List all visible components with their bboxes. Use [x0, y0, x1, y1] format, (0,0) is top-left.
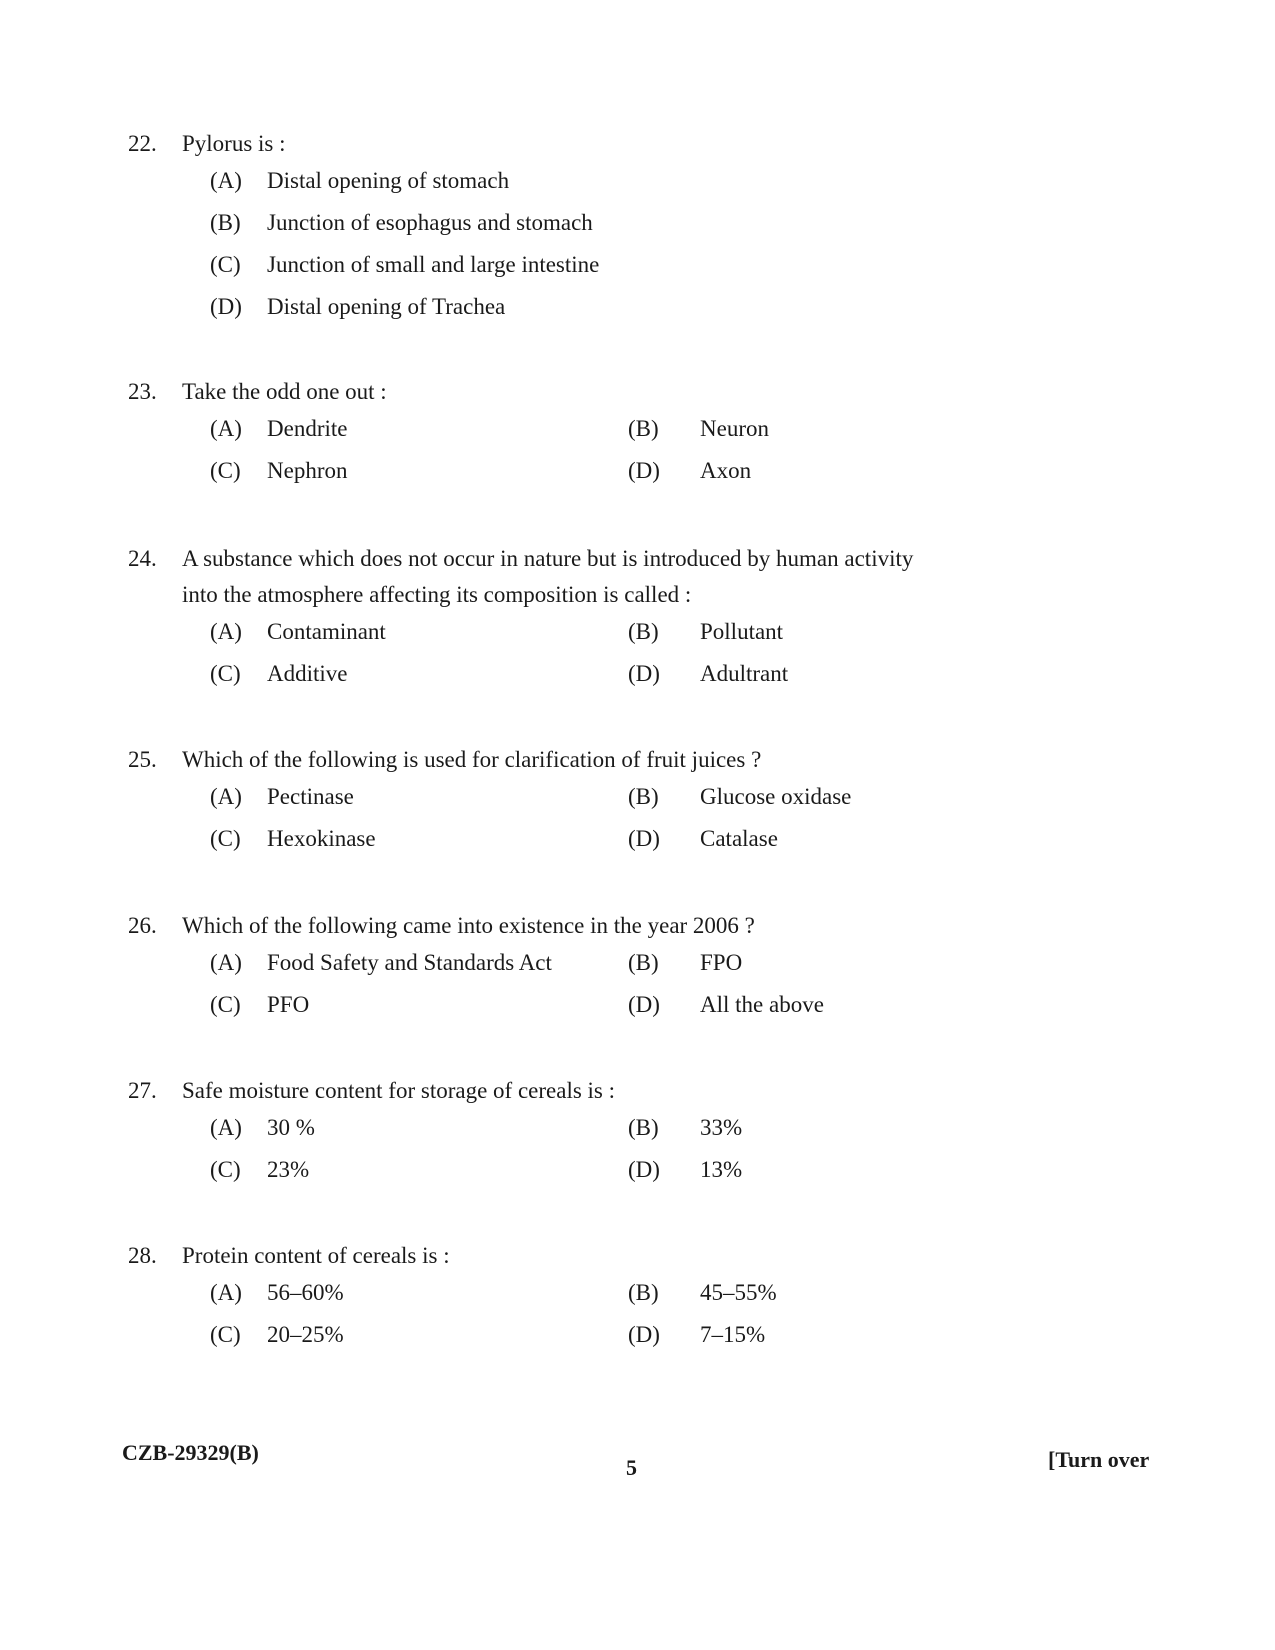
option-b: [628, 950, 742, 976]
option-text: Additive: [267, 661, 348, 686]
option-text: 45–55%: [700, 1280, 777, 1305]
option-label: (D): [210, 294, 242, 319]
option-text: Junction of small and large intestine: [267, 252, 600, 277]
option-b: [210, 210, 910, 236]
question-23: [128, 374, 1128, 500]
option-label: (D): [628, 826, 660, 851]
option-text: 20–25%: [267, 1322, 344, 1347]
option-text: Catalase: [700, 826, 778, 851]
question-26: [128, 908, 1128, 1034]
question-text: Take the odd one out :: [182, 379, 387, 404]
option-label: (C): [210, 826, 241, 851]
question-number: 22.: [128, 131, 157, 156]
question-24: [128, 541, 1128, 703]
option-c: [210, 1322, 628, 1348]
option-text: Axon: [700, 458, 752, 483]
option-label: (C): [210, 1322, 241, 1347]
option-a: [210, 1115, 628, 1141]
question-number: 27.: [128, 1078, 157, 1103]
option-label: (A): [210, 416, 242, 441]
option-c: [210, 661, 628, 687]
question-number: 26.: [128, 913, 157, 938]
option-c: [210, 458, 628, 484]
option-label: (B): [628, 1280, 659, 1305]
question-27: [128, 1073, 1128, 1199]
option-text: Adultrant: [700, 661, 789, 686]
option-label: (D): [628, 458, 660, 483]
options: [210, 950, 1128, 1034]
option-d: [628, 992, 824, 1018]
question-text: Pylorus is :: [182, 131, 286, 156]
option-label: (D): [628, 1322, 660, 1347]
option-text: Hexokinase: [267, 826, 376, 851]
option-label: (C): [210, 252, 241, 277]
option-text: Distal opening of stomach: [267, 168, 510, 193]
option-c: [210, 826, 628, 852]
option-label: (D): [628, 661, 660, 686]
paper-code: CZB-29329(B): [122, 1440, 259, 1465]
option-text: 56–60%: [267, 1280, 344, 1305]
option-text: 23%: [267, 1157, 310, 1182]
option-a: [210, 416, 628, 442]
options: [210, 1280, 1128, 1364]
options: [210, 1115, 1128, 1199]
option-text: 30 %: [267, 1115, 315, 1140]
option-a: [210, 619, 628, 645]
option-text: PFO: [267, 992, 310, 1017]
question-number: 28.: [128, 1243, 157, 1268]
option-label: (C): [210, 661, 241, 686]
option-b: [628, 784, 851, 810]
options: [210, 168, 1128, 336]
question-25: [128, 742, 1128, 868]
option-text: Contaminant: [267, 619, 386, 644]
option-d: [628, 826, 778, 852]
option-a: [210, 784, 628, 810]
option-label: (B): [628, 950, 659, 975]
question-text: Protein content of cereals is :: [182, 1243, 450, 1268]
option-d: [628, 1157, 742, 1183]
option-text: Distal opening of Trachea: [267, 294, 506, 319]
option-b: [628, 416, 769, 442]
option-label: (C): [210, 1157, 241, 1182]
question-text: Which of the following is used for clarification of fruit juices ?: [182, 747, 762, 772]
option-c: [210, 252, 910, 278]
option-b: [628, 1115, 742, 1141]
question-text: Safe moisture content for storage of cereals is :: [182, 1078, 616, 1103]
option-text: 7–15%: [700, 1322, 766, 1347]
option-label: (C): [210, 992, 241, 1017]
option-text: All the above: [700, 992, 824, 1017]
option-label: (B): [628, 619, 659, 644]
option-text: Food Safety and Standards Act: [267, 950, 552, 975]
option-label: (A): [210, 950, 242, 975]
option-c: [210, 1157, 628, 1183]
option-label: (A): [210, 1115, 242, 1140]
option-text: Pectinase: [267, 784, 354, 809]
option-text: Neuron: [700, 416, 769, 441]
option-label: (D): [628, 1157, 660, 1182]
option-b: [628, 1280, 777, 1306]
option-label: (B): [210, 210, 241, 235]
option-label: (B): [628, 1115, 659, 1140]
question-28: [128, 1238, 1128, 1364]
options: [210, 619, 1128, 703]
option-text: Junction of esophagus and stomach: [267, 210, 593, 235]
option-label: (A): [210, 1280, 242, 1305]
option-text: FPO: [700, 950, 743, 975]
option-text: Nephron: [267, 458, 348, 483]
option-b: [628, 619, 783, 645]
option-a: [210, 1280, 628, 1306]
turn-over-note: [Turn over: [1048, 1447, 1150, 1472]
option-text: 33%: [700, 1115, 743, 1140]
option-a: [210, 950, 628, 976]
option-label: (C): [210, 458, 241, 483]
option-text: 13%: [700, 1157, 743, 1182]
option-label: (B): [628, 416, 659, 441]
question-number: 25.: [128, 747, 157, 772]
page-number: 5: [626, 1455, 637, 1480]
option-label: (A): [210, 168, 242, 193]
options: [210, 784, 1128, 868]
option-text: Dendrite: [267, 416, 348, 441]
question-22: [128, 126, 1128, 336]
option-text: Pollutant: [700, 619, 784, 644]
option-d: [628, 661, 788, 687]
question-text: A substance which does not occur in nature but is introduced by human activity into the atmosphere affecting its composition is called :: [182, 546, 914, 607]
option-label: (A): [210, 619, 242, 644]
option-d: [628, 1322, 765, 1348]
option-d: [210, 294, 910, 320]
option-c: [210, 992, 628, 1018]
option-a: [210, 168, 910, 194]
question-number: 23.: [128, 379, 157, 404]
options: [210, 416, 1128, 500]
option-label: (D): [628, 992, 660, 1017]
option-text: Glucose oxidase: [700, 784, 852, 809]
question-number: 24.: [128, 546, 157, 571]
option-label: (B): [628, 784, 659, 809]
question-text: Which of the following came into existence in the year 2006 ?: [182, 913, 755, 938]
option-d: [628, 458, 751, 484]
option-label: (A): [210, 784, 242, 809]
